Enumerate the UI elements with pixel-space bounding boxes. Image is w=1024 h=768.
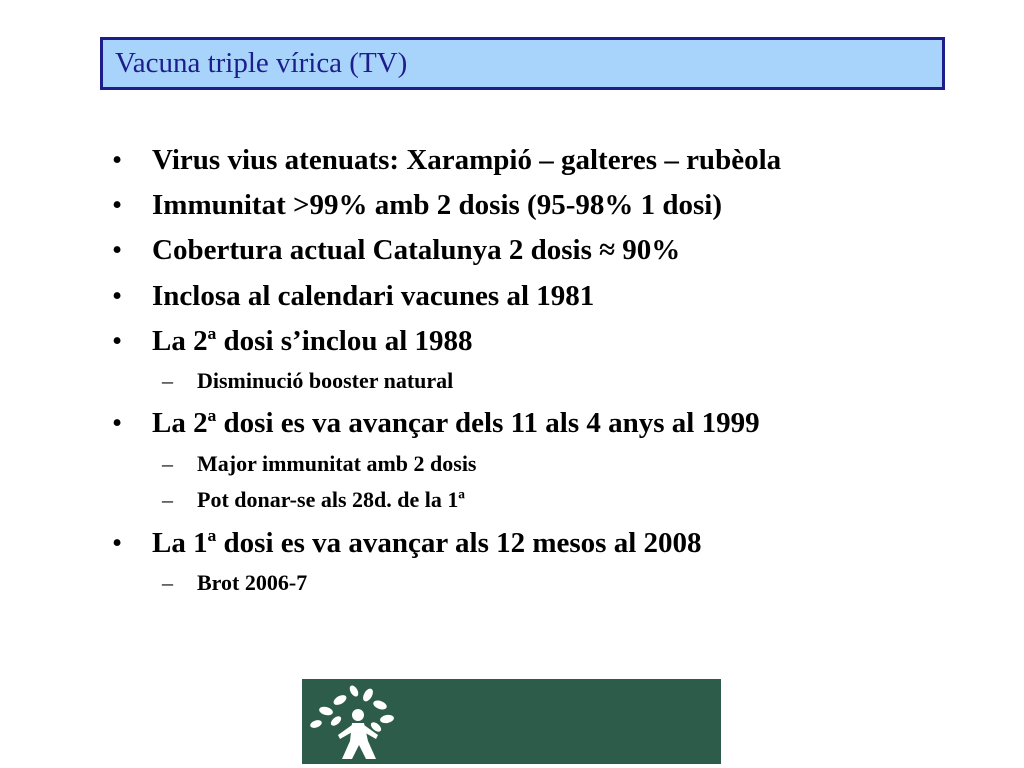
bullet-marker: • xyxy=(112,234,123,266)
sub-bullet-marker: – xyxy=(162,570,173,595)
bullet-text: Cobertura actual Catalunya 2 dosis ≈ 90% xyxy=(152,234,681,266)
bullet-text: La 1ª dosi es va avançar als 12 mesos al 2008 xyxy=(152,527,702,559)
bullet-text: La 2ª dosi es va avançar dels 11 als 4 anys al 1999 xyxy=(152,407,760,439)
bullet-marker: • xyxy=(112,280,123,312)
sub-bullet-text: Pot donar-se als 28d. de la 1ª xyxy=(197,487,465,512)
bullet-marker: • xyxy=(112,325,123,357)
bullet-marker: • xyxy=(112,407,123,439)
tree-person-icon xyxy=(302,679,721,764)
bullet-text: Virus vius atenuats: Xarampió – galteres – rubèola xyxy=(152,144,782,176)
sub-bullet-text: Brot 2006-7 xyxy=(197,570,308,595)
bullet-text: Immunitat >99% amb 2 dosis (95-98% 1 dosi) xyxy=(152,189,722,221)
sub-bullet-text: Major immunitat amb 2 dosis xyxy=(197,451,477,476)
sub-bullet-marker: – xyxy=(162,368,173,393)
bullet-marker: • xyxy=(112,527,123,559)
bullet-text: La 2ª dosi s’inclou al 1988 xyxy=(152,325,473,357)
bullet-text: Inclosa al calendari vacunes al 1981 xyxy=(152,280,595,312)
camfic-logo xyxy=(302,679,721,764)
sub-bullet-text: Disminució booster natural xyxy=(197,368,454,393)
slide-title: Vacuna triple vírica (TV) xyxy=(115,47,408,79)
sub-bullet-marker: – xyxy=(162,487,173,512)
bullet-marker: • xyxy=(112,144,123,176)
sub-bullet-marker: – xyxy=(162,451,173,476)
bullet-marker: • xyxy=(112,189,123,221)
